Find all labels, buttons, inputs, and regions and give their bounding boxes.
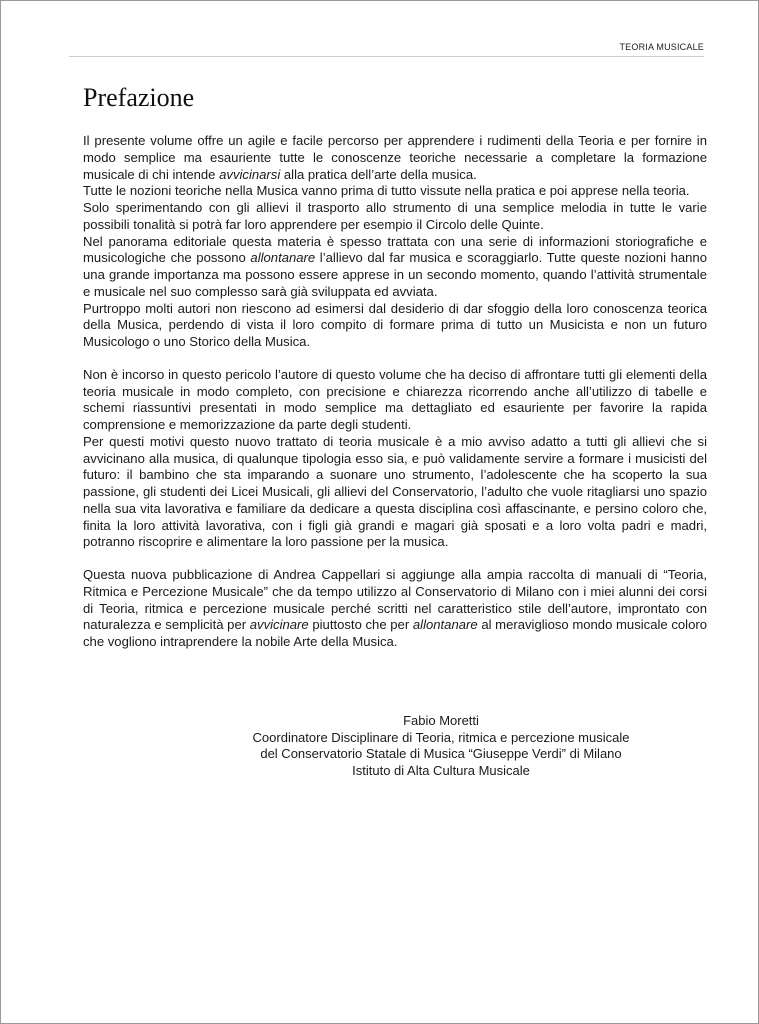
- paragraph-8-text-b: piuttosto che per: [308, 617, 413, 633]
- paragraph-gap: [83, 351, 707, 367]
- signature-institute: Istituto di Alta Cultura Musicale: [352, 763, 530, 779]
- paragraph-1-text-a: Il presente volume offre un agile e facile percorso per apprendere i rudimenti della Teoria e per fornire in modo semplice ma esauriente tutte le conoscenze teoriche necessarie a completare la formazione musicale di chi intende: [83, 133, 707, 182]
- page-title: Prefazione: [83, 83, 195, 112]
- paragraph-7: Per questi motivi questo nuovo trattato di teoria musicale è a mio avviso adatto a tutti gli allievi che si avvicinano alla musica, di qualunque tipologia esso sia, e può validamente servire a formare i musicisti del futuro: il bambino che sta imparando a suonare uno strumento, l’adolescente che ha scoperto la sua passione, gli studenti dei Licei Musicali, gli allievi del Conservatorio, l’adulto che vuole ritagliarsi uno spazio nella sua vita lavorativa e familiare da dedicare a questa disciplina così affascinante, e persino coloro che, finita la loro attività lavorativa, con i figli già grandi e magari già sposati e a loro volta padri e madri, potranno riscoprire e alimentare la loro passione per la musica.: [83, 433, 707, 550]
- paragraph-6: Non è incorso in questo pericolo l’autore di questo volume che ha deciso di affrontare tutti gli elementi della teoria musicale in modo completo, con precisione e chiarezza ricorrendo anche all’utilizzo di tabelle e schemi riassuntivi presentati in modo semplice ma dettagliato ed esauriente per favorire la rapida comprensione e memorizzazione da parte degli studenti.: [83, 366, 707, 432]
- running-header: TEORIA MUSICALE: [69, 42, 704, 57]
- paragraph-8-emphasis-2: allontanare: [412, 617, 478, 633]
- paragraph-8-text-c: al meraviglioso mondo musicale coloro che vogliono intraprendere la nobile Arte della Musica.: [83, 617, 708, 649]
- paragraph-4: [83, 234, 707, 301]
- signature-block: [161, 713, 721, 780]
- paragraph-4-text-a: Nel panorama editoriale questa materia è spesso trattata con una serie di informazioni storiografiche e musicologiche che possono: [83, 233, 707, 266]
- signature-role: Coordinatore Disciplinare di Teoria, ritmica e percezione musicale: [252, 729, 630, 745]
- paragraph-8-text-a: Questa nuova pubblicazione di Andrea Cappellari si aggiunge alla ampia raccolta di manuali di “Teoria, Ritmica e Percezione Musicale” che da tempo utilizzo al Conservatorio di Milano con i miei alunni dei corsi di Teoria, ritmica e percezione musicale perché scritti nel caratteristico stile dell’autore, improntato con naturalezza e semplicità per: [83, 567, 707, 633]
- paragraph-gap: [83, 551, 707, 567]
- paragraph-8: [83, 567, 707, 651]
- paragraph-8-emphasis: avvicinare: [249, 617, 309, 633]
- paragraph-1: [83, 133, 707, 183]
- signature-institution: del Conservatorio Statale di Musica “Giuseppe Verdi” di Milano: [260, 746, 622, 762]
- preface-body: [83, 133, 707, 651]
- paragraph-3: Solo sperimentando con gli allievi il trasporto allo strumento di una semplice melodia in tutte le varie possibili tonalità si potrà far loro apprendere per esempio il Circolo delle Quinte.: [83, 200, 707, 232]
- paragraph-4-text-b: l’allievo dal far musica e scoraggiarlo. Tutte queste nozioni hanno una grande importanza ma possono essere apprese in un secondo momento, quando l’attività strumentale e musicale nel suo complesso sarà già sviluppata ed avviata.: [83, 250, 708, 299]
- paragraph-2: Tutte le nozioni teoriche nella Musica vanno prima di tutto vissute nella pratica e poi apprese nella teoria.: [83, 183, 690, 199]
- paragraph-1-text-b: alla pratica dell’arte della musica.: [280, 166, 477, 182]
- paragraph-1-emphasis: avvicinarsi: [219, 166, 281, 182]
- paragraph-4-emphasis: allontanare: [250, 250, 316, 266]
- paragraph-5: Purtroppo molti autori non riescono ad esimersi dal desiderio di dar sfoggio della loro conoscenza teorica della Musica, perdendo di vista il loro compito di formare prima di tutto un Musicista e non un futuro Musicologo o uno Storico della Musica.: [83, 300, 707, 349]
- signature-name: Fabio Moretti: [403, 713, 479, 728]
